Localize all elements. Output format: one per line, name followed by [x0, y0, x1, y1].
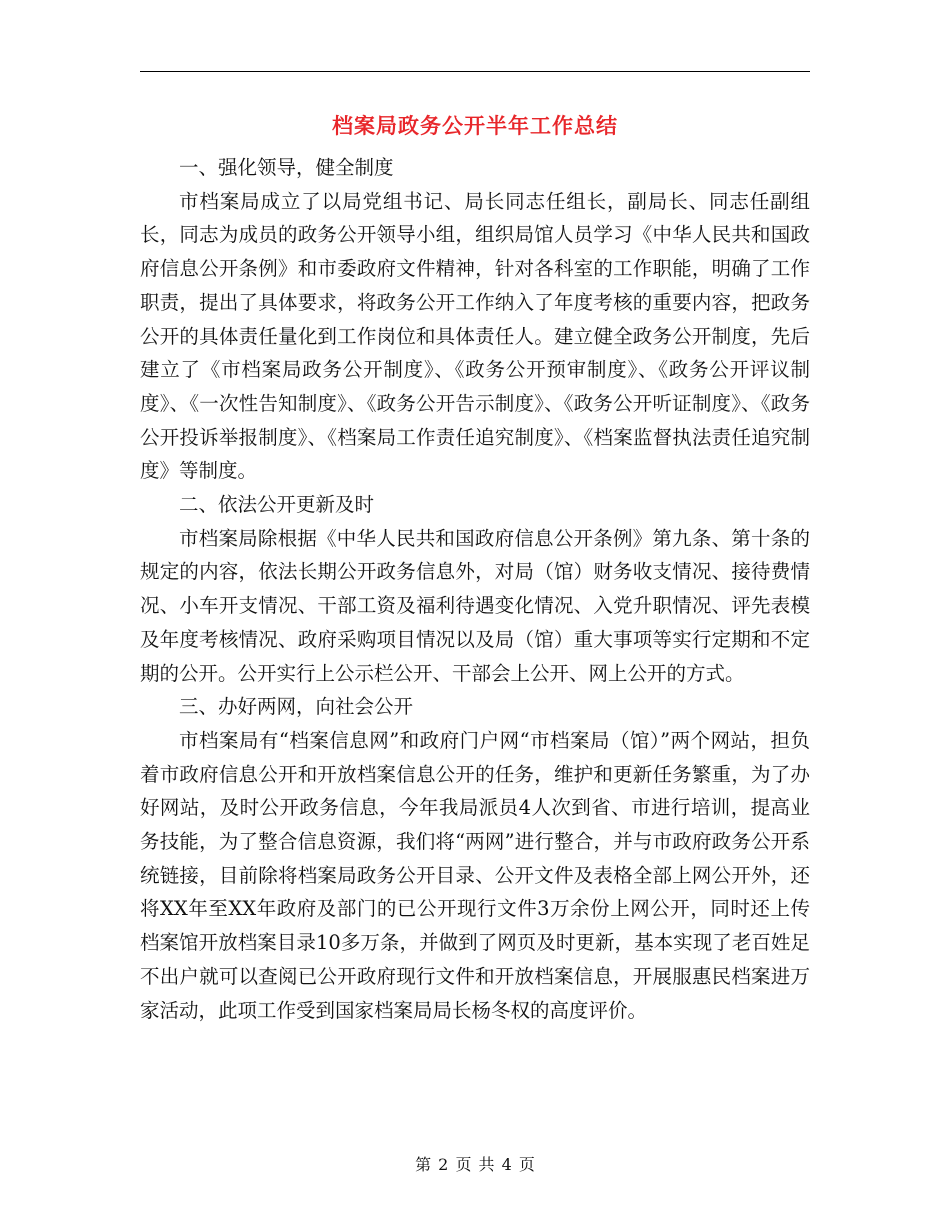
section-paragraph-3: 市档案局有“档案信息网”和政府门户网“市档案局（馆）”两个网站，担负着市政府信息公开和开放档案信息公开的任务，维护和更新任务繁重，为了办好网站，及时公开政务信息，今年我局派员4人次到省、市进行培训，提高业务技能，为了整合信息资源，我们将“两网”进行整合，并与市政府政务公开系统链接，目前除将档案局政务公开目录、公开文件及表格全部上网公开外，还将XX年至XX年政府及部门的已公开现行文件3万余份上网公开，同时还上传档案馆开放档案目录10多万条，并做到了网页及时更新，基本实现了老百姓足不出户就可以查阅已公开政府现行文件和开放档案信息，开展服惠民档案进万家活动，此项工作受到国家档案局局长杨冬权的高度评价。	[140, 728, 810, 1022]
document-title: 档案局政务公开半年工作总结	[332, 114, 618, 138]
document-body	[140, 151, 810, 1027]
section-heading-1: 一、强化领导，健全制度	[179, 156, 394, 179]
section-paragraph-2: 市档案局除根据《中华人民共和国政府信息公开条例》第九条、第十条的规定的内容，依法长期公开政务信息外，对局（馆）财务收支情况、接待费情况、小车开支情况、干部工资及福利待遇变化情况、入党升职情况、评先表模及年度考核情况、政府采购项目情况以及局（馆）重大事项等实行定期和不定期的公开。公开实行上公示栏公开、干部会上公开、网上公开的方式。	[140, 526, 810, 685]
header-rule	[140, 71, 810, 72]
section-heading-3: 三、办好两网，向社会公开	[179, 695, 414, 719]
section-paragraph-1: 市档案局成立了以局党组书记、局长同志任组长，副局长、同志任副组长，同志为成员的政务公开领导小组，组织局馆人员学习《中华人民共和国政府信息公开条例》和市委政府文件精神，针对各科室的工作职能，明确了工作职责，提出了具体要求，将政务公开工作纳入了年度考核的重要内容，把政务公开的具体责任量化到工作岗位和具体责任人。建立健全政务公开制度，先后建立了《市档案局政务公开制度》、《政务公开预审制度》、《政务公开评议制度》、《一次性告知制度》、《政务公开告示制度》、《政务公开听证制度》、《政务公开投诉举报制度》、《档案局工作责任追究制度》、《档案监督执法责任追究制度》等制度。	[140, 189, 810, 483]
page-number-footer: 第 2 页 共 4 页	[415, 1155, 535, 1174]
section-heading-2: 二、依法公开更新及时	[179, 493, 375, 517]
